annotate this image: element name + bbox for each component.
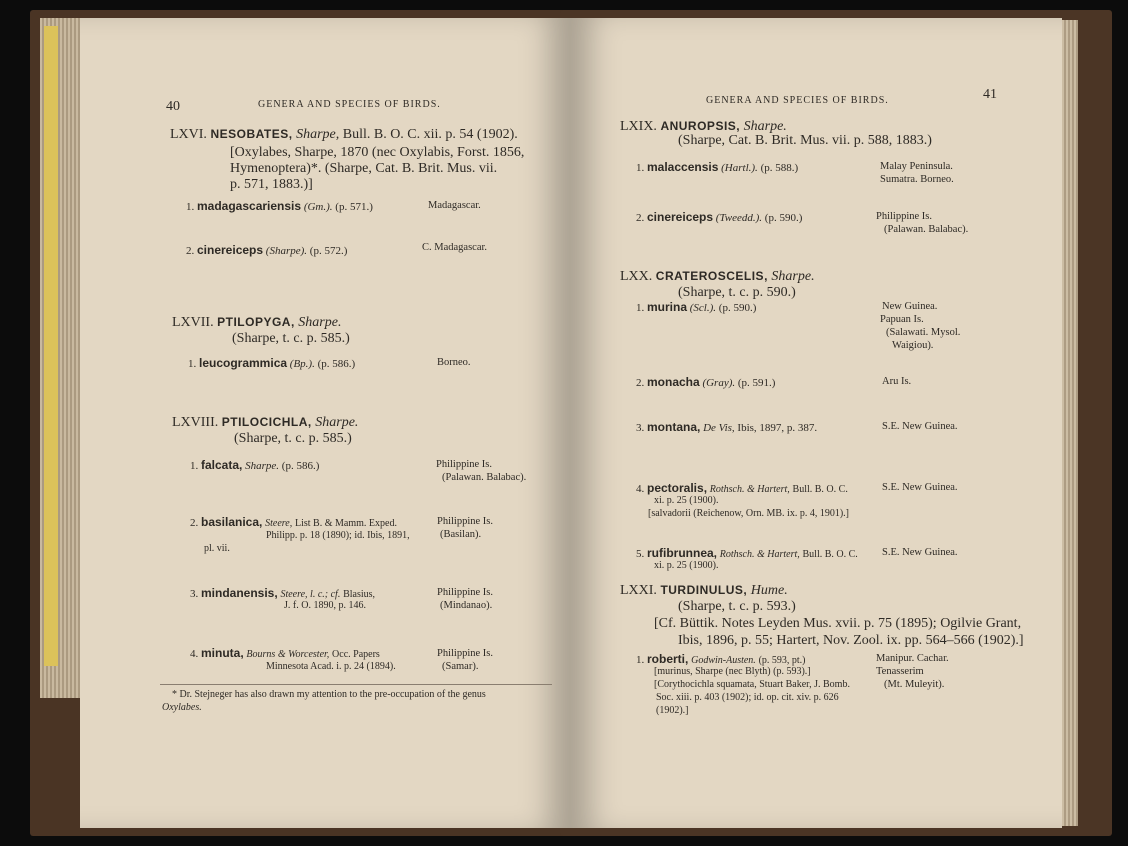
genus-subtitle: (Sharpe, t. c. p. 585.): [234, 431, 352, 446]
genus-heading: LXXI. TURDINULUS, Hume.: [620, 583, 788, 598]
species-locality: Papuan Is.: [880, 314, 924, 325]
species-locality: Philippine Is.: [437, 516, 494, 527]
species-locality: Philippine Is.: [876, 211, 933, 222]
species-entry: 1. falcata, Sharpe. (p. 586.): [190, 458, 320, 472]
species-locality: Sumatra. Borneo.: [880, 174, 954, 185]
species-locality: C. Madagascar.: [422, 242, 488, 253]
species-ref-line: J. f. O. 1890, p. 146.: [284, 600, 366, 611]
species-locality: Tenasserim: [876, 666, 924, 677]
species-locality: (Mt. Muleyit).: [884, 679, 945, 690]
species-locality: Madagascar.: [428, 200, 481, 211]
running-head: GENERA AND SPECIES OF BIRDS.: [258, 99, 441, 110]
genus-subtitle: (Sharpe, t. c. p. 590.): [678, 285, 796, 300]
genus-subtitle: (Sharpe, Cat. B. Brit. Mus. vii. p. 588, 1883.): [678, 133, 932, 148]
species-entry: 2. monacha (Gray). (p. 591.): [636, 375, 776, 389]
species-locality: Philippine Is.: [436, 459, 493, 470]
species-locality: New Guinea.: [882, 301, 938, 312]
species-entry: 3. montana, De Vis, Ibis, 1897, p. 387.: [636, 420, 818, 434]
footnote-line: Oxylabes.: [162, 702, 202, 713]
species-ref-line: [Corythocichla squamata, Stuart Baker, J. Bomb.: [654, 679, 850, 690]
species-locality: S.E. New Guinea.: [882, 482, 958, 493]
genus-note-line: p. 571, 1883.)]: [230, 177, 313, 192]
species-locality: Philippine Is.: [437, 587, 494, 598]
species-entry: 2. cinereiceps (Sharpe). (p. 572.): [186, 243, 348, 257]
species-locality: (Palawan. Balabac).: [884, 224, 969, 235]
species-locality: (Basilan).: [440, 529, 482, 540]
page-number: 41: [983, 87, 997, 102]
species-locality: Malay Peninsula.: [880, 161, 953, 172]
genus-heading: LXVI. NESOBATES, Sharpe, Bull. B. O. C. xii. p. 54 (1902).: [170, 127, 518, 142]
genus-heading: LXVIII. PTILOCICHLA, Sharpe.: [172, 415, 359, 430]
genus-subtitle: (Sharpe, t. c. p. 593.): [678, 599, 796, 614]
genus-note-line: [Oxylabes, Sharpe, 1870 (nec Oxylabis, Forst. 1856,: [230, 145, 525, 160]
species-ref-line: Soc. xiii. p. 403 (1902); id. op. cit. xiv. p. 626: [656, 692, 839, 703]
species-entry: 3. mindanensis, Steere, l. c.; cf. Blasius,: [190, 586, 376, 600]
species-ref-line: xi. p. 25 (1900).: [654, 560, 719, 571]
species-ref-line: Philipp. p. 18 (1890); id. Ibis, 1891,: [266, 530, 410, 541]
genus-note-line: [Cf. Büttik. Notes Leyden Mus. xvii. p. 75 (1895); Ogilvie Grant,: [654, 616, 1022, 631]
species-locality: Waigiou).: [892, 340, 934, 351]
genus-heading: LXX. CRATEROSCELIS, Sharpe.: [620, 269, 815, 284]
species-entry: 1. roberti, Godwin-Austen. (p. 593, pt.): [636, 652, 806, 666]
genus-heading: LXIX. ANUROPSIS, Sharpe.: [620, 119, 787, 134]
genus-note-line: Hymenoptera)*. (Sharpe, Cat. B. Brit. Mus. vii.: [230, 161, 498, 176]
page-number: 40: [166, 99, 180, 114]
genus-subtitle: (Sharpe, t. c. p. 585.): [232, 331, 350, 346]
species-entry: 1. malaccensis (Hartl.). (p. 588.): [636, 160, 799, 174]
species-locality: Aru Is.: [882, 376, 912, 387]
page-edges-right: [1062, 20, 1078, 826]
species-ref-line: xi. p. 25 (1900).: [654, 495, 719, 506]
species-locality: Philippine Is.: [437, 648, 494, 659]
genus-heading: LXVII. PTILOPYGA, Sharpe.: [172, 315, 342, 330]
species-locality: S.E. New Guinea.: [882, 547, 958, 558]
footnote-rule: [160, 684, 552, 685]
running-head: GENERA AND SPECIES OF BIRDS.: [706, 95, 889, 106]
species-entry: 2. cinereiceps (Tweedd.). (p. 590.): [636, 210, 803, 224]
species-ref-line: [murinus, Sharpe (nec Blyth) (p. 593).]: [654, 666, 811, 677]
bookmark-tab: [44, 26, 58, 666]
species-locality: Borneo.: [437, 357, 471, 368]
species-ref-line: [salvadorii (Reichenow, Orn. MB. ix. p. 4, 1901).]: [648, 508, 849, 519]
species-locality: S.E. New Guinea.: [882, 421, 958, 432]
species-entry: 1. murina (Scl.). (p. 590.): [636, 300, 757, 314]
species-entry: 2. basilanica, Steere, List B. & Mamm. Exped.: [190, 515, 397, 529]
species-locality: (Salawati. Mysol.: [886, 327, 961, 338]
species-entry: 5. rufibrunnea, Rothsch. & Hartert, Bull. B. O. C.: [636, 546, 858, 560]
species-entry: 4. pectoralis, Rothsch. & Hartert, Bull. B. O. C.: [636, 481, 848, 495]
species-entry: 1. madagascariensis (Gm.). (p. 571.): [186, 199, 373, 213]
genus-note-line: Ibis, 1896, p. 55; Hartert, Nov. Zool. ix. pp. 564–566 (1902).]: [678, 633, 1024, 648]
species-ref-line: (1902).]: [656, 705, 689, 716]
species-entry: 4. minuta, Bourns & Worcester, Occ. Papers: [190, 646, 380, 660]
species-entry: 1. leucogrammica (Bp.). (p. 586.): [188, 356, 356, 370]
species-ref-line: pl. vii.: [204, 543, 230, 554]
species-ref-line: Minnesota Acad. i. p. 24 (1894).: [266, 661, 396, 672]
species-locality: (Palawan. Balabac).: [442, 472, 527, 483]
species-locality: Manipur. Cachar.: [876, 653, 949, 664]
footnote: * Dr. Stejneger has also drawn my attention to the pre-occupation of the genus: [172, 689, 486, 700]
species-locality: (Samar).: [442, 661, 479, 672]
species-locality: (Mindanao).: [440, 600, 493, 611]
